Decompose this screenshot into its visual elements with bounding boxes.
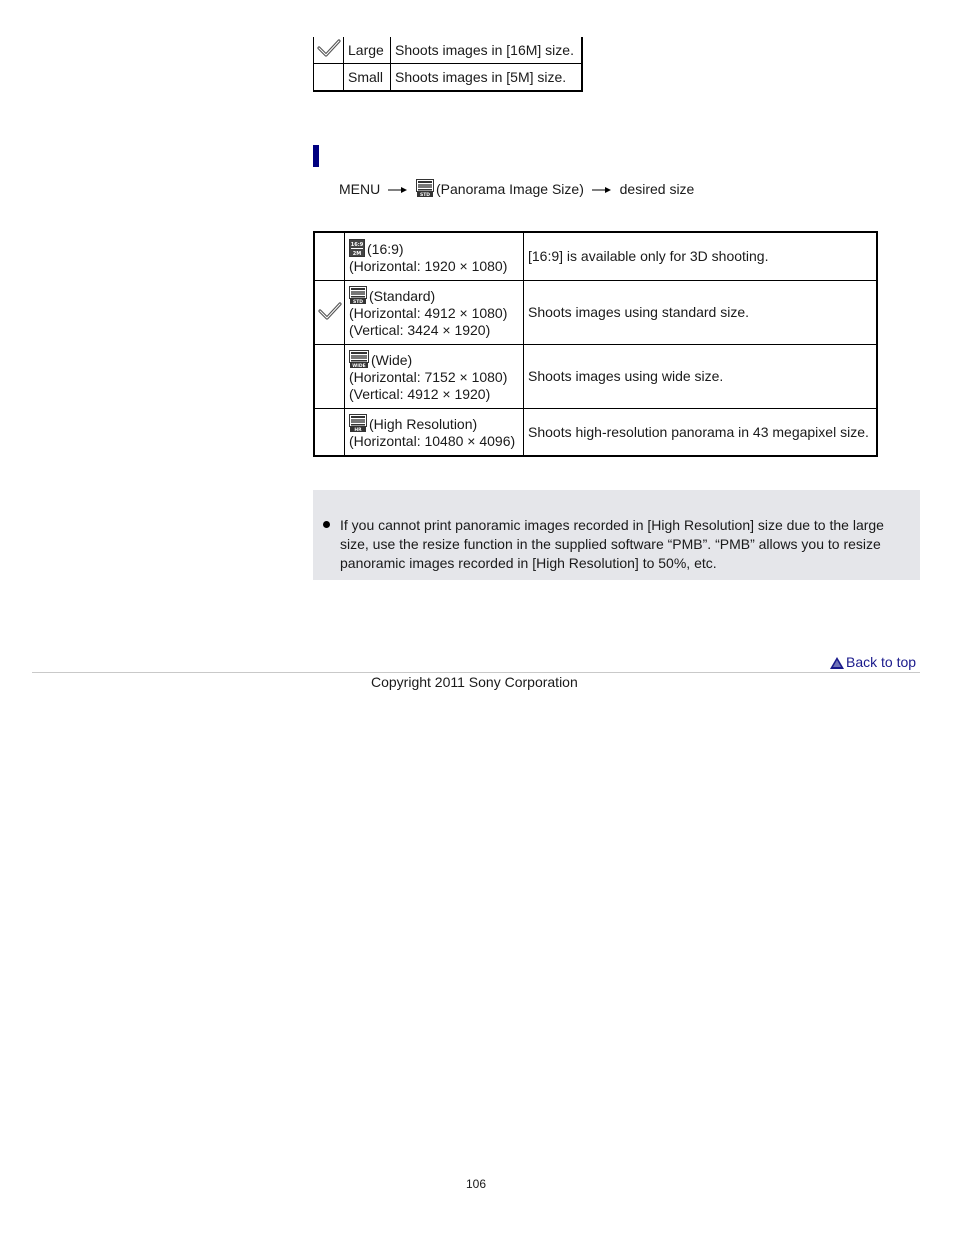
size-option-name: (16:9) — [367, 240, 404, 257]
checkmark-icon — [318, 301, 342, 321]
size-option-description: Shoots images using wide size. — [524, 345, 878, 409]
footer-divider — [32, 672, 920, 673]
table-row — [314, 281, 877, 345]
size-option-vertical: (Vertical: 3424 × 1920) — [349, 322, 491, 338]
panorama-std-icon — [416, 179, 434, 197]
panorama-size-table — [313, 231, 878, 457]
selected-cell — [314, 232, 345, 281]
selected-cell — [314, 409, 345, 457]
svg-text:STD: STD — [419, 193, 431, 197]
menu-item-label: (Panorama Image Size) — [436, 181, 584, 197]
size-option-cell — [345, 232, 524, 281]
table-row — [314, 345, 877, 409]
option-description: Shoots images in [5M] size. — [391, 64, 583, 92]
page-number: 106 — [466, 1177, 487, 1191]
panorama-wide-icon — [349, 350, 369, 368]
svg-text:WIDE: WIDE — [352, 364, 366, 368]
svg-text:STD: STD — [352, 300, 364, 304]
table-row — [314, 64, 583, 92]
arrow-right-icon — [592, 186, 612, 194]
panorama-std-icon — [349, 286, 367, 304]
menu-path — [339, 179, 694, 197]
menu-label: MENU — [339, 181, 381, 197]
size-option-cell — [345, 345, 524, 409]
size-option-description: [16:9] is available only for 3D shooting. — [524, 232, 878, 281]
size-option-vertical: (Vertical: 4912 × 1920) — [349, 386, 491, 402]
copyright-text: Copyright 2011 Sony Corporation — [371, 674, 578, 690]
checkmark-icon — [317, 38, 341, 58]
back-to-top-link[interactable] — [830, 654, 916, 670]
size-option-name: (Standard) — [369, 288, 436, 304]
size-option-description: Shoots images using standard size. — [524, 281, 878, 345]
triangle-up-icon — [830, 657, 844, 669]
selected-cell — [314, 345, 345, 409]
selected-cell — [314, 37, 344, 64]
panorama-169-icon — [349, 239, 365, 257]
size-option-horizontal: (Horizontal: 1920 × 1080) — [349, 257, 508, 274]
table-row — [314, 232, 877, 281]
size-option-name: (High Resolution) — [369, 416, 478, 432]
panorama-hr-icon — [349, 414, 367, 432]
size-option-horizontal: (Horizontal: 7152 × 1080) — [349, 369, 508, 385]
image-size-table — [313, 37, 583, 92]
svg-text:16:9: 16:9 — [350, 241, 364, 248]
option-label: Large — [344, 37, 391, 64]
option-label: Small — [344, 64, 391, 92]
menu-target-label: desired size — [619, 181, 695, 197]
note-text: If you cannot print panoramic images recorded in [High Resolution] size due to the large size, use the resize function in the supplied software “PMB”. “PMB” allows you to resize panoramic images recorded in [High Resolution] to 50%, etc. — [340, 517, 884, 571]
size-option-cell — [345, 281, 524, 345]
size-option-description: Shoots high-resolution panorama in 43 megapixel size. — [524, 409, 878, 457]
size-option-name: (Wide) — [371, 352, 413, 368]
size-option-horizontal: (Horizontal: 4912 × 1080) — [349, 305, 508, 321]
arrow-right-icon — [388, 186, 408, 194]
selected-cell — [314, 281, 345, 345]
svg-text:HR: HR — [354, 428, 362, 432]
section-heading-bar — [313, 145, 319, 167]
size-option-cell — [345, 409, 524, 457]
svg-text:2M: 2M — [352, 250, 362, 257]
bullet-icon — [323, 521, 330, 528]
size-option-horizontal: (Horizontal: 10480 × 4096) — [349, 433, 516, 449]
table-row — [314, 409, 877, 457]
option-description: Shoots images in [16M] size. — [391, 37, 583, 64]
selected-cell — [314, 64, 344, 92]
table-row — [314, 37, 583, 64]
back-to-top-label[interactable]: Back to top — [846, 654, 917, 670]
